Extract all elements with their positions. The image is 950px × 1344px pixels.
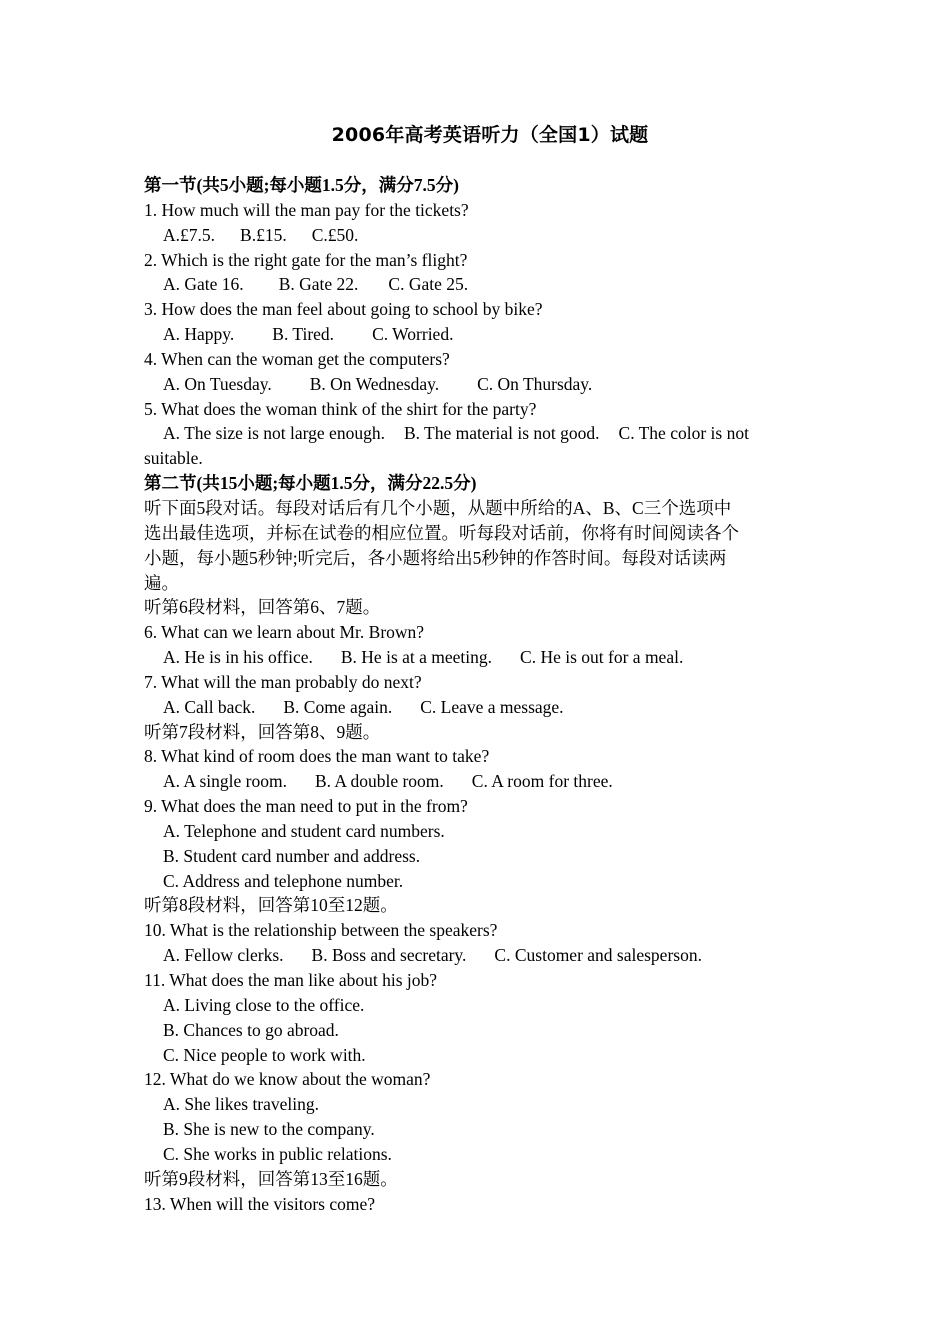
option-c-start: C. The color is not	[618, 423, 749, 444]
material-7-heading: 听第7段材料，回答第8、9题。	[144, 721, 381, 742]
option-a: A. The size is not large enough.	[163, 423, 385, 444]
instructions-line-1: 听下面5段对话。每段对话后有几个小题，从题中所给的A、B、C三个选项中	[144, 497, 732, 518]
question-6: 6. What can we learn about Mr. Brown?	[144, 622, 425, 643]
option-c: C. Customer and salesperson.	[494, 945, 702, 966]
question-6-options	[144, 645, 808, 670]
material-8-heading: 听第8段材料，回答第10至12题。	[144, 895, 398, 916]
option-a: A. Fellow clerks.	[163, 945, 284, 966]
option-b: B. Tired.	[272, 324, 335, 345]
option-a: A. A single room.	[163, 771, 287, 792]
option-a: A. Call back.	[163, 696, 256, 717]
option-c: C. On Thursday.	[477, 373, 593, 394]
question-12-option-c: C. She works in public relations.	[163, 1143, 392, 1164]
question-4: 4. When can the woman get the computers?	[144, 348, 450, 369]
question-9: 9. What does the man need to put in the from?	[144, 796, 468, 817]
option-c: C. He is out for a meal.	[520, 647, 684, 668]
question-8-options	[144, 769, 808, 794]
option-c: C. A room for three.	[471, 771, 613, 792]
option-b: B. Boss and secretary.	[311, 945, 467, 966]
question-4-options	[144, 372, 808, 397]
question-12-option-a: A. She likes traveling.	[163, 1094, 320, 1115]
question-8: 8. What kind of room does the man want to take?	[144, 746, 490, 767]
question-11-option-a: A. Living close to the office.	[163, 994, 365, 1015]
question-10: 10. What is the relationship between the speakers?	[144, 920, 498, 941]
option-c: C.£50.	[311, 224, 359, 245]
instructions-line-4: 遍。	[144, 572, 179, 593]
question-9-option-c: C. Address and telephone number.	[163, 870, 404, 891]
question-1-options	[144, 223, 808, 248]
page-title: 2006年高考英语听力（全国1）试题	[331, 124, 649, 146]
option-c: C. Gate 25.	[388, 274, 469, 295]
question-13: 13. When will the visitors come?	[144, 1193, 376, 1214]
option-b: B. A double room.	[314, 771, 444, 792]
question-11-option-b: B. Chances to go abroad.	[163, 1019, 339, 1040]
question-9-option-b: B. Student card number and address.	[163, 845, 421, 866]
instructions-line-3: 小题，每小题5秒钟;听完后，各小题将给出5秒钟的作答时间。每段对话读两	[144, 547, 727, 568]
question-2: 2. Which is the right gate for the man’s flight?	[144, 249, 468, 270]
section-2-heading: 第二节(共15小题;每小题1.5分，满分22.5分)	[144, 473, 477, 494]
question-5-option-c-wrap: suitable.	[144, 448, 203, 469]
option-b: B.£15.	[240, 224, 287, 245]
question-1: 1. How much will the man pay for the tickets?	[144, 199, 469, 220]
option-a: A. Gate 16.	[163, 274, 244, 295]
instructions-line-2: 选出最佳选项，并标在试卷的相应位置。听每段对话前，你将有时间阅读各个	[144, 522, 739, 543]
option-b: B. Come again.	[283, 696, 393, 717]
option-c: C. Leave a message.	[420, 696, 564, 717]
material-9-heading: 听第9段材料，回答第13至16题。	[144, 1168, 398, 1189]
option-a: A. He is in his office.	[163, 647, 313, 668]
option-a: A. Happy.	[163, 324, 235, 345]
option-c: C. Worried.	[372, 324, 454, 345]
question-11: 11. What does the man like about his job?	[144, 970, 438, 990]
option-b: B. The material is not good.	[403, 423, 600, 444]
question-5: 5. What does the woman think of the shirt for the party?	[144, 398, 537, 419]
question-11-option-c: C. Nice people to work with.	[163, 1044, 366, 1065]
question-10-options	[144, 943, 808, 968]
option-b: B. On Wednesday.	[309, 373, 440, 394]
question-3: 3. How does the man feel about going to school by bike?	[144, 299, 543, 320]
option-a: A. On Tuesday.	[163, 373, 272, 394]
section-1-heading: 第一节(共5小题;每小题1.5分，满分7.5分)	[144, 175, 459, 195]
option-a: A.£7.5.	[163, 224, 216, 245]
question-7-options	[144, 695, 808, 720]
question-2-options	[144, 272, 808, 297]
document-body	[144, 173, 808, 1216]
material-6-heading: 听第6段材料，回答第6、7题。	[144, 597, 381, 618]
question-9-option-a: A. Telephone and student card numbers.	[163, 820, 445, 841]
question-12: 12. What do we know about the woman?	[144, 1069, 431, 1090]
question-12-option-b: B. She is new to the company.	[163, 1119, 375, 1140]
question-7: 7. What will the man probably do next?	[144, 671, 422, 692]
option-b: B. Gate 22.	[278, 274, 359, 295]
question-5-options	[144, 421, 808, 446]
question-3-options	[144, 322, 808, 347]
option-b: B. He is at a meeting.	[340, 647, 493, 668]
